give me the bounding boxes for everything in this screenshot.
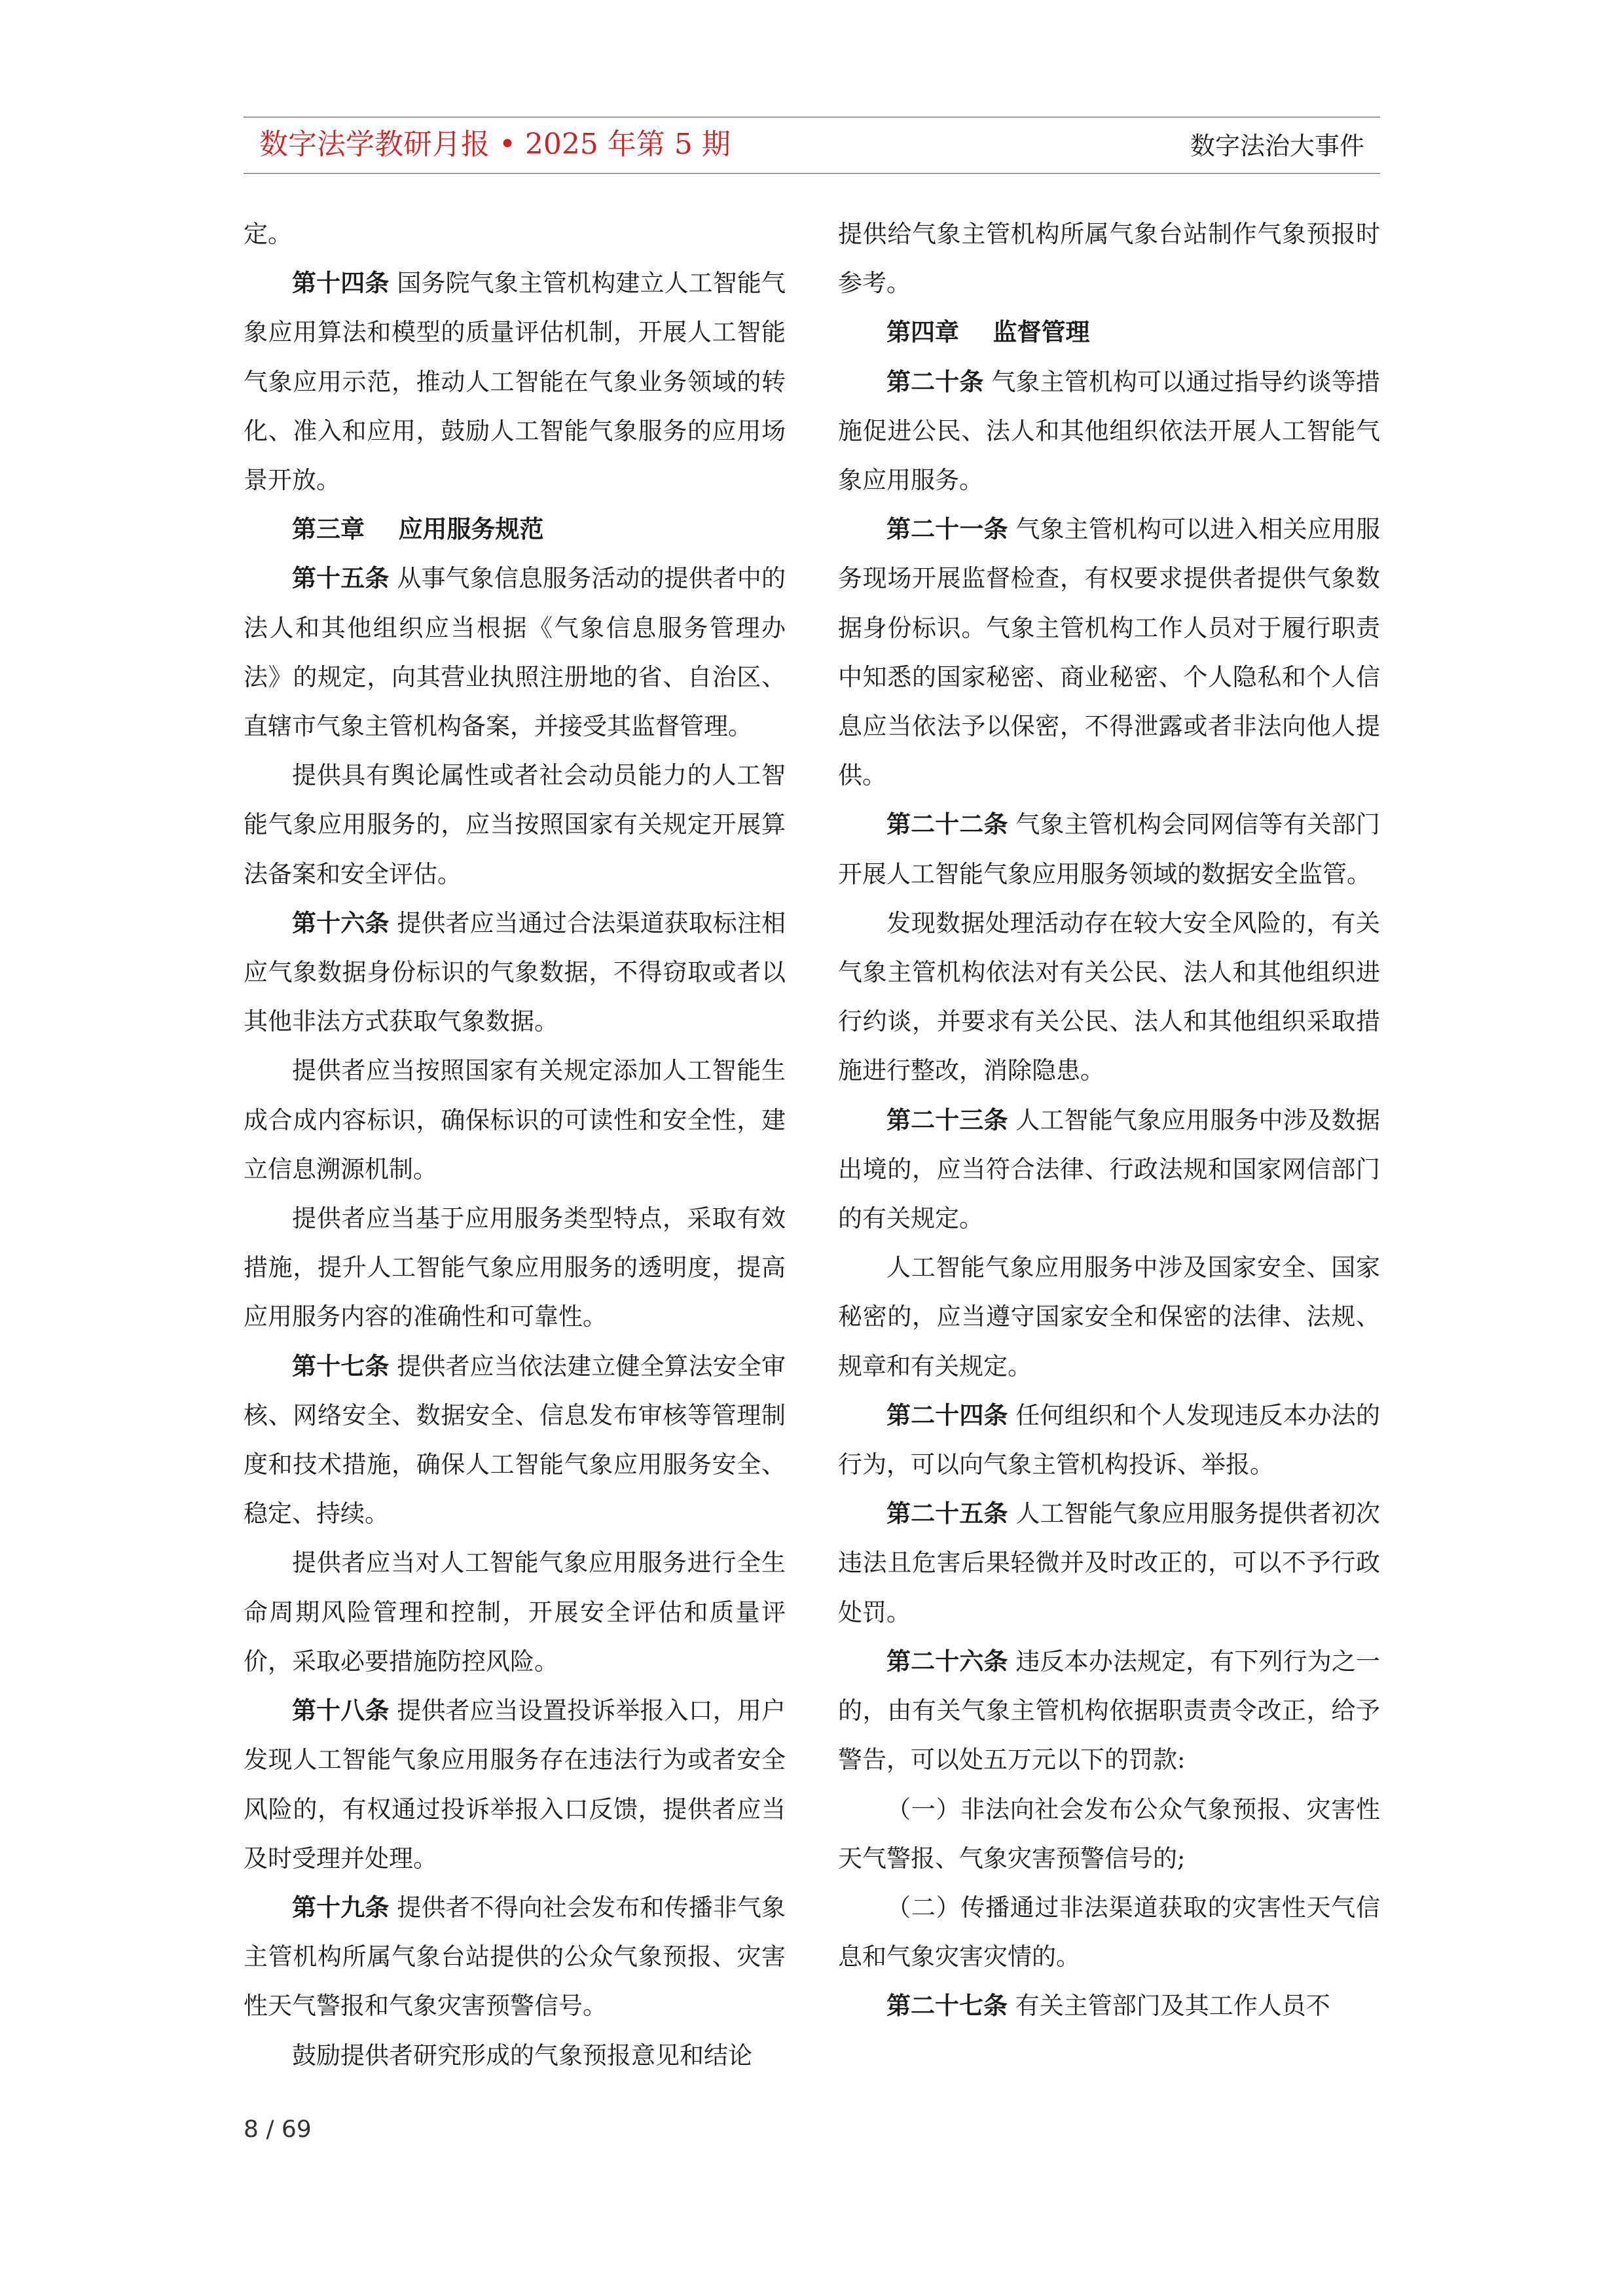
article-text: 气象主管机构会同网信等有关部门开展人工智能气象应用服务领域的数据安全监管。 — [838, 810, 1380, 888]
running-header — [244, 117, 1380, 174]
article-text: 气象主管机构可以通过指导约谈等措施促进公民、法人和其他组织依法开展人工智能气象应用服务。 — [838, 367, 1381, 495]
body-paragraph: 提供者应当按照国家有关规定添加人工智能生成合成内容标识，确保标识的可读性和安全性，建立信息溯源机制。 — [244, 1056, 786, 1183]
article-label: 第二十条 — [886, 367, 984, 396]
article-paragraph — [244, 1342, 786, 1539]
article-text: 人工智能气象应用服务中涉及数据出境的，应当符合法律、行政法规和国家网信部门的有关规定。 — [838, 1105, 1380, 1233]
article-label: 第十九条 — [292, 1892, 390, 1922]
journal-title: 数字法学教研月报 • 2025 年第 5 期 — [259, 128, 731, 161]
article-paragraph — [838, 1489, 1380, 1637]
chapter-heading: 第四章 监督管理 — [886, 317, 1090, 347]
body-paragraph: 发现数据处理活动存在较大安全风险的，有关气象主管机构依法对有关公民、法人和其他组织进行约谈，并要求有关公民、法人和其他组织采取措施进行整改，消除隐患。 — [838, 908, 1380, 1085]
article-paragraph — [838, 505, 1380, 800]
section-title: 数字法治大事件 — [1190, 132, 1364, 160]
body-paragraph: 提供者应当对人工智能气象应用服务进行全生命周期风险管理和控制，开展安全评估和质量评价，采取必要措施防控风险。 — [244, 1549, 786, 1676]
article-label: 第二十四条 — [886, 1400, 1008, 1429]
article-paragraph — [838, 800, 1380, 898]
body-paragraph: 人工智能气象应用服务中涉及国家安全、国家秘密的，应当遵守国家安全和保密的法律、法规、规章和有关规定。 — [838, 1253, 1380, 1380]
article-label: 第十八条 — [292, 1696, 390, 1725]
article-label: 第二十七条 — [886, 1991, 1008, 2020]
article-paragraph — [838, 1096, 1380, 1244]
left-column — [244, 209, 786, 2080]
article-text: 有关主管部门及其工作人员不 — [1008, 1992, 1330, 2020]
article-text: 提供者应当依法建立健全算法安全审核、网络安全、数据安全、信息发布审核等管理制度和技术措施，确保人工智能气象应用服务安全、稳定、持续。 — [244, 1352, 786, 1528]
article-text: 气象主管机构可以进入相关应用服务现场开展监督检查，有权要求提供者提供气象数据身份标识。气象主管机构工作人员对于履行职责中知悉的国家秘密、商业秘密、个人隐私和个人信息应当依法予以保密，不得泄露或者非法向他人提供。 — [838, 515, 1380, 790]
article-paragraph — [244, 554, 786, 751]
page-number: 8 / 69 — [244, 2116, 312, 2143]
article-label: 第二十二条 — [886, 810, 1008, 839]
body-paragraph: 提供者应当基于应用服务类型特点，采取有效措施，提升人工智能气象应用服务的透明度，提高应用服务内容的准确性和可靠性。 — [244, 1204, 786, 1331]
article-text: 从事气象信息服务活动的提供者中的法人和其他组织应当根据《气象信息服务管理办法》的规定，向其营业执照注册地的省、自治区、直辖市气象主管机构备案，并接受其监督管理。 — [244, 564, 786, 741]
article-text: 任何组织和个人发现违反本办法的行为，可以向气象主管机构投诉、举报。 — [838, 1401, 1380, 1479]
article-paragraph — [838, 1637, 1380, 1785]
article-text: 违反本办法规定，有下列行为之一的，由有关气象主管机构依据职责责令改正，给予警告，可以处五万元以下的罚款: — [838, 1647, 1380, 1774]
body-paragraph: （二）传播通过非法渠道获取的灾害性天气信息和气象灾害灾情的。 — [838, 1893, 1380, 1971]
article-paragraph — [838, 1391, 1380, 1489]
article-text: 人工智能气象应用服务提供者初次违法且危害后果轻微并及时改正的，可以不予行政处罚。 — [838, 1499, 1380, 1626]
article-text: 提供者应当通过合法渠道获取标注相应气象数据身份标识的气象数据，不得窃取或者以其他非法方式获取气象数据。 — [244, 908, 786, 1036]
article-paragraph — [244, 1883, 786, 2031]
article-paragraph — [244, 1686, 786, 1883]
article-label: 第二十五条 — [886, 1499, 1008, 1528]
article-text: 提供者应当设置投诉举报入口，用户发现人工智能气象应用服务存在违法行为或者安全风险的，有权通过投诉举报入口反馈，提供者应当及时受理并处理。 — [244, 1696, 786, 1873]
article-label: 第十六条 — [292, 908, 390, 937]
article-paragraph — [838, 1981, 1380, 2030]
article-label: 第二十一条 — [886, 514, 1008, 544]
article-label: 第二十三条 — [886, 1105, 1008, 1134]
article-text: 提供者不得向社会发布和传播非气象主管机构所属气象台站提供的公众气象预报、灾害性天气警报和气象灾害预警信号。 — [244, 1893, 786, 2020]
article-text: 国务院气象主管机构建立人工智能气象应用算法和模型的质量评估机制，开展人工智能气象应用示范，推动人工智能在气象业务领域的转化、准入和应用，鼓励人工智能气象服务的应用场景开放。 — [244, 269, 786, 495]
body-paragraph: （一）非法向社会发布公众气象预报、灾害性天气警报、气象灾害预警信号的; — [838, 1795, 1380, 1873]
article-paragraph — [244, 899, 786, 1047]
body-paragraph: 鼓励提供者研究形成的气象预报意见和结论 — [292, 2041, 752, 2070]
article-label: 第十四条 — [292, 268, 390, 298]
chapter-heading: 第三章 应用服务规范 — [292, 514, 544, 544]
article-label: 第十七条 — [292, 1351, 390, 1380]
right-column — [838, 209, 1380, 2031]
body-paragraph: 提供具有舆论属性或者社会动员能力的人工智能气象应用服务的，应当按照国家有关规定开展算法备案和安全评估。 — [244, 761, 786, 888]
continued-paragraph: 提供给气象主管机构所属气象台站制作气象预报时参考。 — [838, 220, 1380, 298]
article-label: 第十五条 — [292, 564, 390, 593]
article-label: 第二十六条 — [886, 1646, 1008, 1676]
article-paragraph — [838, 357, 1380, 505]
article-paragraph — [244, 259, 786, 505]
continued-paragraph: 定。 — [244, 220, 292, 248]
